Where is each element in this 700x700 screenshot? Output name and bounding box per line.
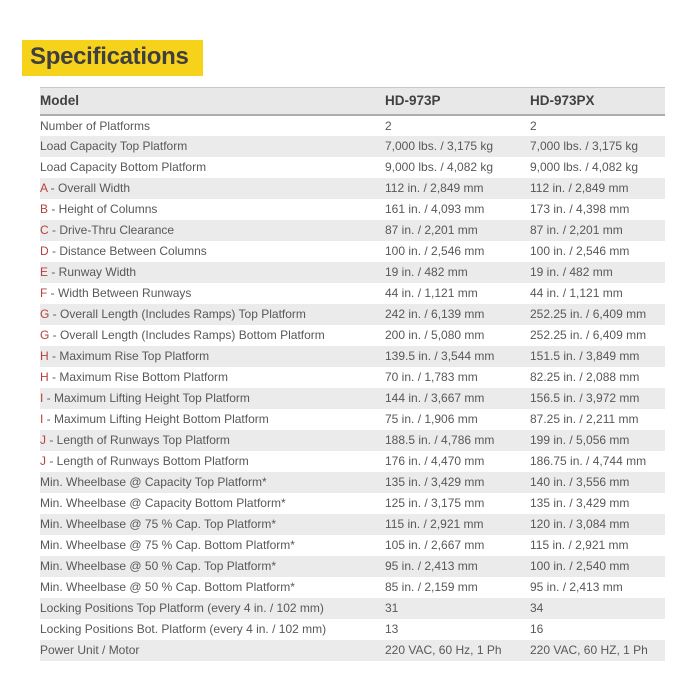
spec-value-cell: 151.5 in. / 3,849 mm [530,349,640,363]
spec-label-cell [40,262,385,283]
spec-value-cell: 75 in. / 1,906 mm [385,412,478,426]
spec-label: Min. Wheelbase @ Capacity Top Platform* [40,475,267,489]
spec-letter: G [40,307,50,321]
spec-label-cell [40,283,385,304]
spec-value-cell: 95 in. / 2,413 mm [385,559,478,573]
spec-value-cell: 176 in. / 4,470 mm [385,454,485,468]
spec-value-cell: 44 in. / 1,121 mm [385,286,478,300]
spec-value-cell: 115 in. / 2,921 mm [385,517,484,531]
spec-value-cell: 156.5 in. / 3,972 mm [530,391,640,405]
table-row [40,241,665,262]
spec-value-cell: 144 in. / 3,667 mm [385,391,485,405]
spec-value-cell: 242 in. / 6,139 mm [385,307,485,321]
spec-label-cell [40,535,385,556]
table-row [40,136,665,157]
model-column-header: Model [40,93,79,109]
spec-label: - Runway Width [48,265,137,279]
spec-label-cell [40,619,385,640]
table-header-row [40,88,665,115]
spec-value-cell: 100 in. / 2,546 mm [385,244,485,258]
spec-value-cell: 95 in. / 2,413 mm [530,580,623,594]
spec-value-cell: 115 in. / 2,921 mm [530,538,629,552]
spec-value-cell: 112 in. / 2,849 mm [530,181,629,195]
spec-value-cell: 19 in. / 482 mm [530,265,613,279]
spec-letter: D [40,244,49,258]
spec-letter: I [40,391,44,405]
table-row [40,178,665,199]
spec-value-cell: 135 in. / 3,429 mm [530,496,630,510]
spec-value-cell: 252.25 in. / 6,409 mm [530,307,647,321]
spec-label-cell [40,430,385,451]
spec-label: - Maximum Lifting Height Top Platform [43,391,250,405]
spec-value-cell: 87 in. / 2,201 mm [385,223,478,237]
page-title [22,40,203,76]
spec-value-cell: 220 VAC, 60 HZ, 1 Ph [530,643,648,657]
spec-value-cell: 2 [385,118,392,133]
spec-label: - Maximum Lifting Height Bottom Platform [43,412,269,426]
specifications-table [40,87,665,661]
spec-value-cell: 139.5 in. / 3,544 mm [385,349,495,363]
spec-letter: E [40,265,49,279]
spec-label-cell [40,157,385,178]
table-row [40,472,665,493]
spec-value-cell: 31 [385,601,399,615]
spec-value-cell: 2 [530,118,537,133]
spec-label: - Maximum Rise Top Platform [48,349,210,363]
spec-value-cell: 7,000 lbs. / 3,175 kg [530,139,639,153]
spec-value-cell: 9,000 lbs. / 4,082 kg [385,160,494,174]
table-row [40,199,665,220]
spec-label: Locking Positions Bot. Platform (every 4 in. / 102 mm) [40,622,327,636]
spec-letter: C [40,223,49,237]
spec-label-cell [40,514,385,535]
column-header-hd973px: HD-973PX [530,93,595,109]
table-row [40,430,665,451]
spec-value-cell: 252.25 in. / 6,409 mm [530,328,647,342]
page-title-text: Specifications [30,43,189,70]
spec-value-cell: 135 in. / 3,429 mm [385,475,485,489]
table-row [40,346,665,367]
spec-value-cell: 112 in. / 2,849 mm [385,181,484,195]
table-row [40,451,665,472]
table-row [40,304,665,325]
spec-table-body [40,115,665,661]
spec-value-cell: 188.5 in. / 4,786 mm [385,433,495,447]
spec-value-cell: 220 VAC, 60 Hz, 1 Ph [385,643,502,657]
spec-label-cell [40,577,385,598]
spec-label-cell [40,220,385,241]
table-row [40,598,665,619]
table-row [40,325,665,346]
spec-label-cell [40,304,385,325]
spec-label-cell [40,388,385,409]
spec-letter: J [40,454,46,468]
spec-label: - Overall Width [47,181,131,195]
spec-value-cell: 85 in. / 2,159 mm [385,580,478,594]
spec-value-cell: 34 [530,601,544,615]
spec-letter: F [40,286,48,300]
spec-label: Min. Wheelbase @ 75 % Cap. Top Platform* [40,517,277,531]
table-row [40,514,665,535]
spec-label-cell [40,325,385,346]
spec-value-cell: 186.75 in. / 4,744 mm [530,454,647,468]
spec-label: Number of Platforms [40,118,151,133]
spec-value-cell: 105 in. / 2,667 mm [385,538,485,552]
table-row [40,388,665,409]
spec-label-cell [40,115,385,136]
spec-label-cell [40,367,385,388]
spec-value-cell: 100 in. / 2,546 mm [530,244,630,258]
spec-value-cell: 19 in. / 482 mm [385,265,468,279]
spec-letter: I [40,412,44,426]
spec-label-cell [40,136,385,157]
table-row [40,115,665,136]
spec-label: Min. Wheelbase @ 50 % Cap. Top Platform* [40,559,277,573]
spec-label: - Overall Length (Includes Ramps) Top Platform [49,307,306,321]
spec-label-cell [40,199,385,220]
spec-label: Power Unit / Motor [40,643,140,657]
spec-value-cell: 44 in. / 1,121 mm [530,286,623,300]
spec-label-cell [40,472,385,493]
spec-value-cell: 200 in. / 5,080 mm [385,328,485,342]
table-row [40,262,665,283]
spec-value-cell: 70 in. / 1,783 mm [385,370,478,384]
table-row [40,556,665,577]
spec-label: Min. Wheelbase @ 50 % Cap. Bottom Platform* [40,580,295,594]
table-row [40,535,665,556]
table-row [40,409,665,430]
spec-label-cell [40,409,385,430]
spec-label-cell [40,493,385,514]
spec-value-cell: 87 in. / 2,201 mm [530,223,623,237]
spec-label: Min. Wheelbase @ Capacity Bottom Platform* [40,496,286,510]
table-row [40,493,665,514]
table-row [40,157,665,178]
table-row [40,619,665,640]
spec-letter: H [40,370,49,384]
spec-label: - Width Between Runways [47,286,192,300]
spec-label: Locking Positions Top Platform (every 4 in. / 102 mm) [40,601,324,615]
spec-letter: A [40,181,48,195]
spec-value-cell: 120 in. / 3,084 mm [530,517,630,531]
spec-label-cell [40,241,385,262]
spec-value-cell: 199 in. / 5,056 mm [530,433,630,447]
spec-label: - Distance Between Columns [48,244,207,258]
spec-value-cell: 16 [530,622,544,636]
table-row [40,367,665,388]
spec-label-cell [40,598,385,619]
spec-value-cell: 9,000 lbs. / 4,082 kg [530,160,639,174]
column-header-hd973p: HD-973P [385,93,441,109]
spec-label: - Length of Runways Top Platform [46,433,230,447]
spec-label-cell [40,556,385,577]
table-row [40,220,665,241]
spec-label: - Length of Runways Bottom Platform [46,454,249,468]
spec-label: Min. Wheelbase @ 75 % Cap. Bottom Platform* [40,538,295,552]
spec-letter: H [40,349,49,363]
spec-value-cell: 173 in. / 4,398 mm [530,202,630,216]
spec-label: - Maximum Rise Bottom Platform [48,370,229,384]
table-row [40,577,665,598]
spec-value-cell: 7,000 lbs. / 3,175 kg [385,139,494,153]
spec-value-cell: 161 in. / 4,093 mm [385,202,485,216]
spec-label: - Drive-Thru Clearance [48,223,175,237]
table-row [40,283,665,304]
spec-value-cell: 82.25 in. / 2,088 mm [530,370,640,384]
spec-label: Load Capacity Bottom Platform [40,160,207,174]
spec-table-head [40,88,665,115]
spec-value-cell: 13 [385,622,399,636]
spec-label: - Overall Length (Includes Ramps) Bottom Platform [49,328,325,342]
spec-letter: B [40,202,49,216]
spec-value-cell: 140 in. / 3,556 mm [530,475,630,489]
spec-letter: G [40,328,50,342]
spec-value-cell: 125 in. / 3,175 mm [385,496,485,510]
table-row [40,640,665,661]
spec-letter: J [40,433,46,447]
spec-label-cell [40,346,385,367]
spec-value-cell: 100 in. / 2,540 mm [530,559,630,573]
spec-value-cell: 87.25 in. / 2,211 mm [530,412,639,426]
spec-label: Load Capacity Top Platform [40,139,188,153]
spec-label: - Height of Columns [48,202,158,216]
spec-label-cell [40,640,385,661]
spec-label-cell [40,178,385,199]
spec-label-cell [40,451,385,472]
